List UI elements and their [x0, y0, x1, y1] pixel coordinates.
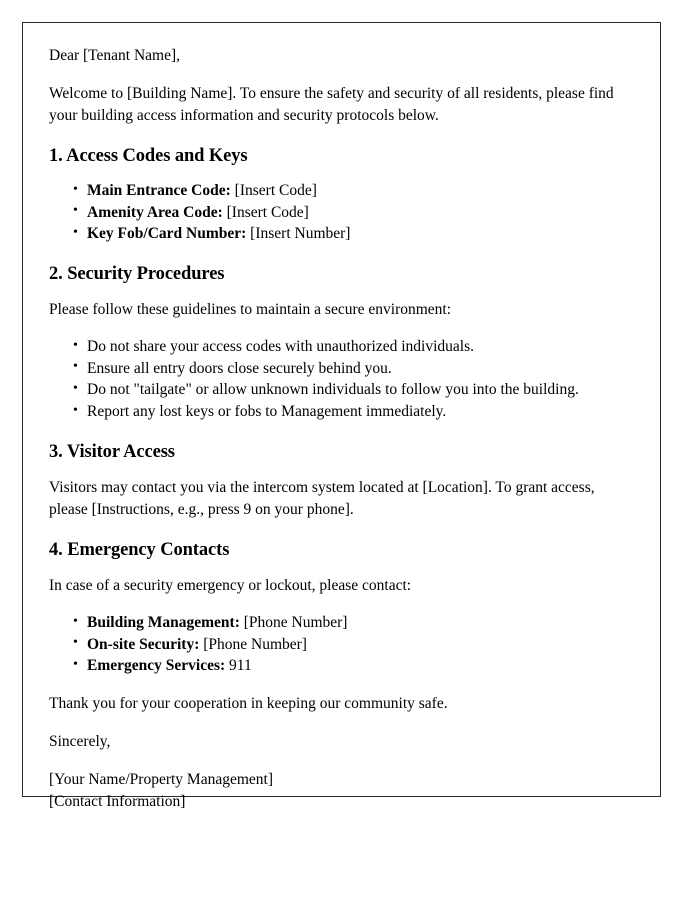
closing-block	[49, 693, 632, 813]
closing-valediction: Sincerely,	[49, 732, 111, 750]
document-body	[23, 23, 660, 813]
signature-contact-line: [Contact Information]	[49, 792, 186, 810]
list-item-value: [Insert Code]	[222, 203, 309, 221]
list-item-label: Building Management:	[87, 614, 240, 632]
salutation: Dear [Tenant Name],	[49, 47, 181, 64]
list-item-value: [Insert Number]	[246, 225, 351, 243]
list-item-value: [Phone Number]	[239, 614, 348, 632]
section-heading-security-procedures: 2. Security Procedures	[49, 264, 225, 285]
emergency-contacts-lead-in: In case of a security emergency or lockout, please contact:	[49, 577, 412, 595]
security-procedures-lead-in: Please follow these guidelines to maintain a secure environment:	[49, 301, 452, 319]
section-heading-visitor-access: 3. Visitor Access	[49, 441, 175, 462]
list-item	[87, 380, 632, 401]
list-item	[87, 656, 632, 677]
security-procedures-list	[49, 337, 632, 422]
list-item-value: [Insert Code]	[230, 182, 317, 200]
access-codes-list	[49, 181, 632, 245]
closing-thanks: Thank you for your cooperation in keeping our community safe.	[49, 694, 448, 712]
list-item-label: Amenity Area Code:	[87, 203, 223, 221]
list-item-label: On-site Security:	[87, 635, 200, 653]
list-item	[87, 635, 632, 656]
list-item-value: Do not "tailgate" or allow unknown individuals to follow you into the building.	[87, 381, 579, 399]
list-item	[87, 402, 632, 423]
visitor-access-body: Visitors may contact you via the intercom system located at [Location]. To grant access, please [Instructions, e.g., press 9 on your phone].	[49, 478, 595, 518]
intro-paragraph: Welcome to [Building Name]. To ensure the safety and security of all residents, please find your building access information and security protocols below.	[49, 85, 614, 124]
spacer	[49, 715, 632, 731]
list-item-value: Do not share your access codes with unauthorized individuals.	[87, 338, 474, 356]
list-item	[87, 181, 632, 202]
list-item-label: Main Entrance Code:	[87, 182, 231, 200]
list-item-value: Ensure all entry doors close securely behind you.	[87, 359, 392, 377]
document-page	[22, 22, 661, 810]
list-item-value: 911	[225, 657, 252, 675]
list-item-value: [Phone Number]	[199, 635, 307, 653]
list-item	[87, 224, 632, 245]
section-heading-emergency-contacts: 4. Emergency Contacts	[49, 539, 230, 560]
list-item-label: Emergency Services:	[87, 657, 226, 675]
list-item	[87, 337, 632, 358]
list-item	[87, 203, 632, 224]
list-item-label: Key Fob/Card Number:	[87, 225, 247, 243]
list-item-value: Report any lost keys or fobs to Management immediately.	[87, 403, 447, 421]
emergency-contacts-list	[49, 613, 632, 677]
spacer	[49, 753, 632, 769]
list-item	[87, 613, 632, 634]
signature-name-line: [Your Name/Property Management]	[49, 770, 273, 788]
list-item	[87, 359, 632, 380]
section-heading-access-codes: 1. Access Codes and Keys	[49, 146, 248, 166]
